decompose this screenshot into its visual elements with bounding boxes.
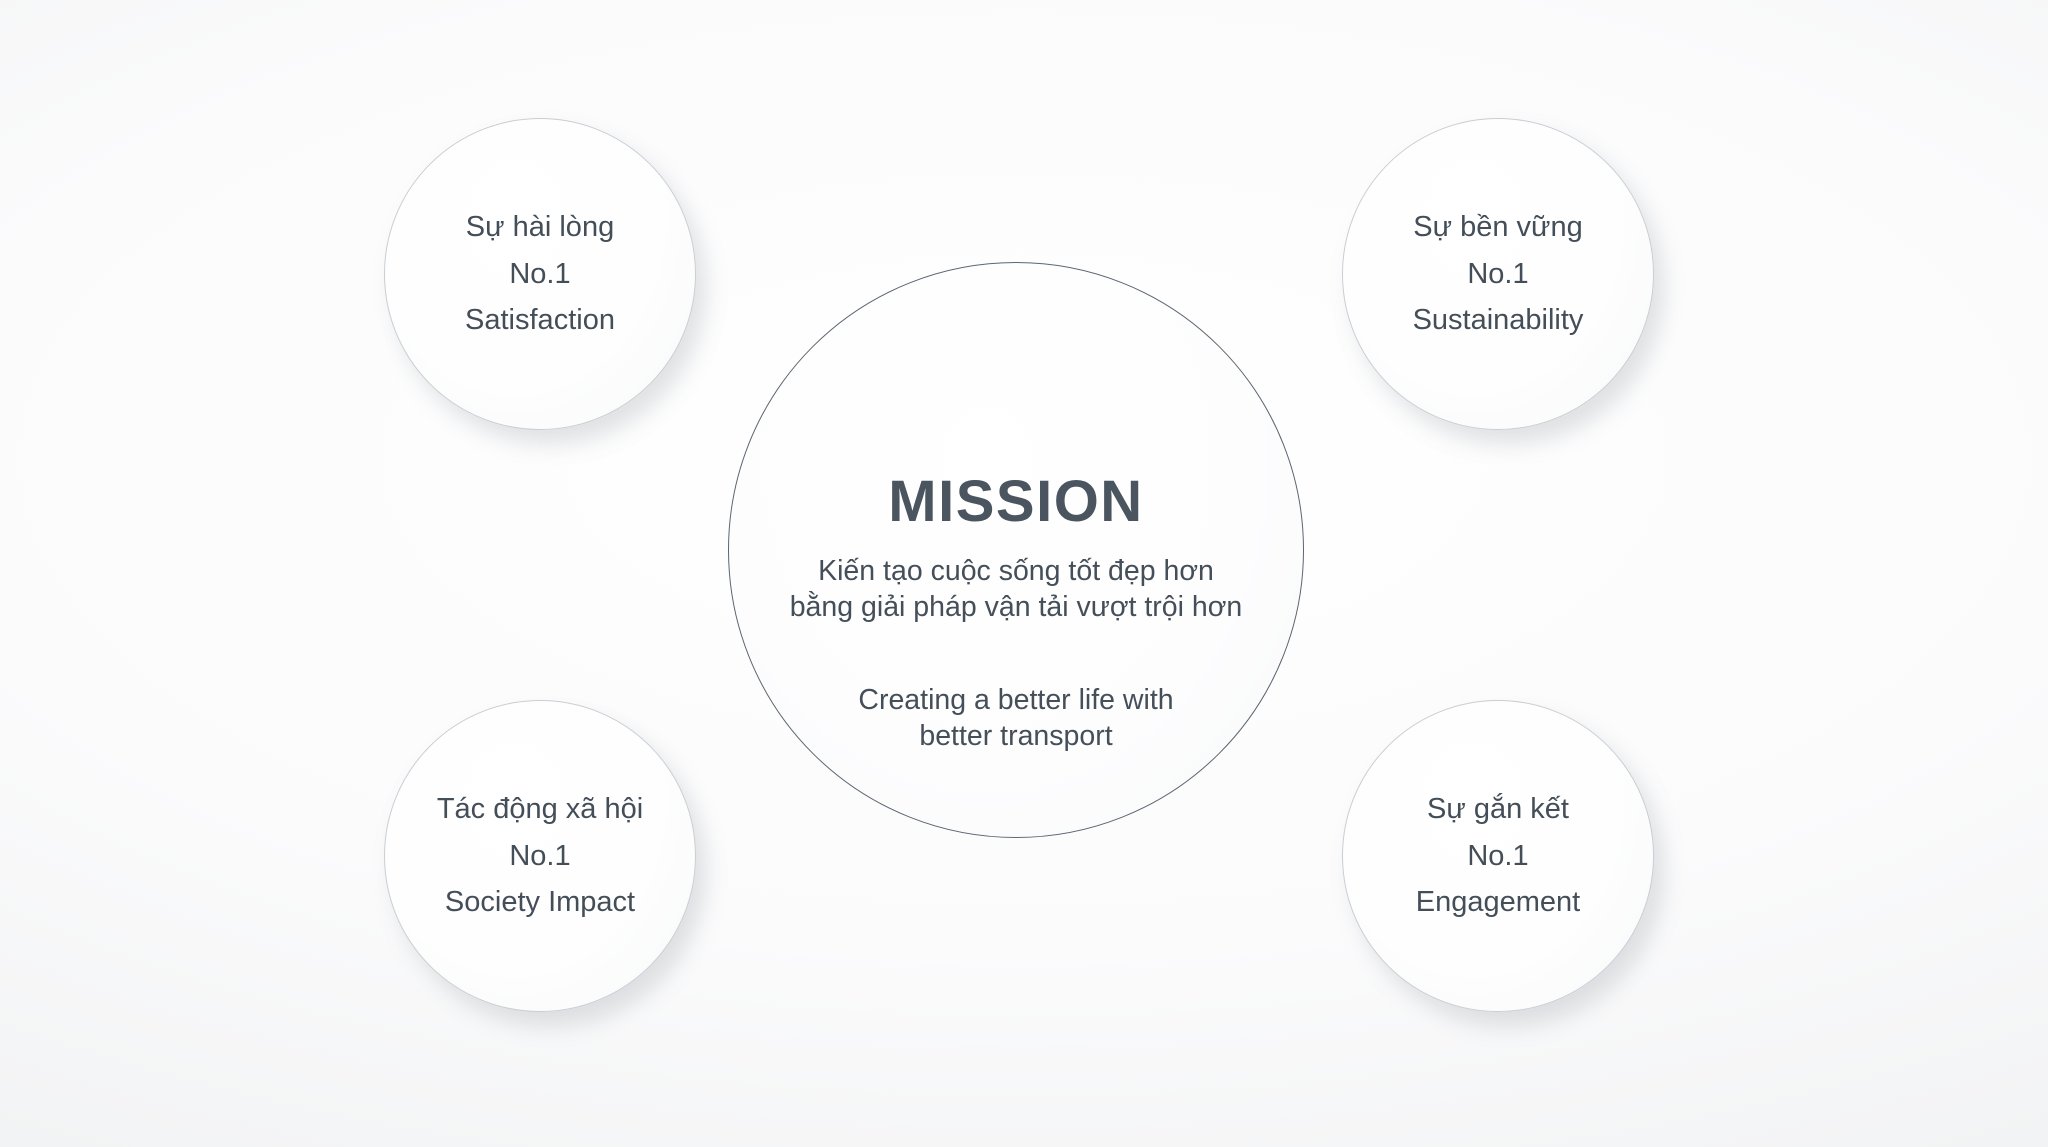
pillar-rank: No.1 xyxy=(509,839,571,872)
mission-statement-vi-line2: bằng giải pháp vận tải vượt trội hơn xyxy=(789,591,1243,624)
pillar-rank: No.1 xyxy=(1467,839,1529,872)
pillar-circle-engagement[interactable] xyxy=(1342,700,1654,1012)
pillar-label-en: Satisfaction xyxy=(465,304,615,337)
pillar-rank: No.1 xyxy=(509,257,571,290)
mission-statement-en-line1: Creating a better life with xyxy=(858,683,1174,716)
pillar-circle-satisfaction[interactable] xyxy=(384,118,696,430)
pillar-rank: No.1 xyxy=(1467,257,1529,290)
pillar-label-en: Society Impact xyxy=(444,886,636,919)
mission-statement-vi-line1: Kiến tạo cuộc sống tốt đẹp hơn xyxy=(818,555,1214,587)
pillar-label-en: Engagement xyxy=(1415,886,1581,919)
pillar-label-vi: Sự gắn kết xyxy=(1427,792,1569,825)
pillar-label-vi: Sự hài lòng xyxy=(465,210,615,243)
mission-title: MISSION xyxy=(888,469,1144,534)
pillar-circle-sustainability[interactable] xyxy=(1342,118,1654,430)
pillar-circle-society-impact[interactable] xyxy=(384,700,696,1012)
pillar-label-vi: Sự bền vững xyxy=(1413,210,1583,243)
pillar-label-en: Sustainability xyxy=(1412,304,1584,337)
mission-statement-en-line2: better transport xyxy=(919,720,1113,753)
mission-circle[interactable] xyxy=(728,262,1304,838)
pillar-label-vi: Tác động xã hội xyxy=(436,792,644,825)
